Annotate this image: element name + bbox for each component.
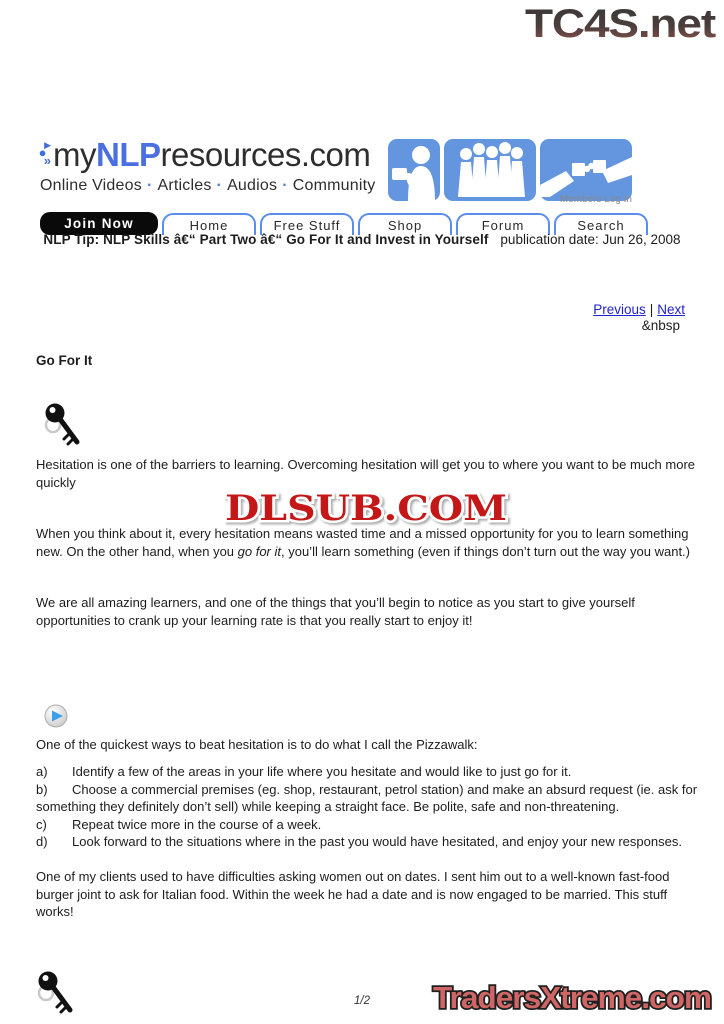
list-text: Look forward to the situations where in the past you would have hesitated, and enjoy your new responses. [72, 834, 682, 849]
previous-link[interactable]: Previous [593, 302, 646, 317]
key-icon [40, 400, 92, 459]
tagline-dot: · [216, 177, 223, 194]
logo-rest: resources.com [160, 136, 371, 173]
tradersxtreme-watermark [428, 976, 716, 1024]
tab-join-now[interactable]: Join Now [40, 212, 158, 235]
pizzawalk-intro: One of the quickest ways to beat hesitation is to do what I call the Pizzawalk: [36, 737, 478, 752]
tab-search[interactable]: Search [554, 213, 648, 235]
tagline-part: Community [292, 177, 376, 194]
tc4s-watermark-text: TC4S.net [525, 2, 716, 46]
logo-text [53, 136, 370, 174]
paragraph-think-about-it [36, 525, 698, 560]
paragraph-text: When you think about it, every hesitation means wasted time and a missed opportunity for you to learn something new. On the other hand, when you [36, 526, 689, 559]
paragraph-client-story: One of my clients used to have difficulties asking women out on dates. I sent him out to a well-known fast-food burger joint to ask for Italian food. Within the week he had a date and is now engaged to be married. This stuff works! [36, 869, 670, 919]
pagination-links [593, 302, 685, 317]
logo-icon: ▶ ● » [38, 140, 51, 168]
site-logo [34, 136, 375, 195]
paragraph-hesitation: Hesitation is one of the barriers to learning. Overcoming hesitation will get you to where you want to be much more quickly [36, 457, 696, 490]
go-for-it-emphasis: go for it [237, 543, 281, 559]
publication-date: publication date: Jun 26, 2008 [500, 232, 681, 247]
page-number: 1/2 [354, 995, 370, 1007]
play-button[interactable] [44, 704, 68, 733]
list-letter: d) [36, 834, 48, 849]
next-link[interactable]: Next [657, 302, 685, 317]
list-item [36, 816, 702, 834]
list-text: Identify a few of the areas in your life where you hesitate and would like to just go for it. [72, 764, 572, 779]
puzzle-hands-image [540, 139, 632, 201]
section-heading: Go For It [36, 353, 93, 368]
paragraph-text: , you’ll learn something (even if things don’t turn out the way you want.) [281, 543, 690, 559]
list-letter: b) [36, 781, 48, 797]
nbsp-text: &nbsp [641, 318, 680, 333]
tagline-dot: · [282, 177, 288, 194]
logo-tagline [40, 177, 375, 195]
links-separator: | [649, 302, 654, 317]
article-title: NLP Tip: NLP Skills â€“ Part Two â€“ Go For It and Invest in Yourself [43, 232, 489, 247]
dlsub-watermark-text: DLSUB.COM [225, 488, 507, 529]
tab-forum[interactable]: Forum [456, 213, 550, 235]
tagline-dot: · [146, 177, 153, 194]
group-people-image [444, 139, 536, 201]
tab-shop[interactable]: Shop [358, 213, 452, 235]
tagline-part: Online Videos [40, 177, 142, 194]
list-text: Choose a commercial premises (eg. shop, restaurant, petrol station) and make an absurd request (ie. ask for something they definitely don’t sell) while keeping a straight face. Be polite, safe and non-threatening. [36, 781, 698, 814]
tab-home[interactable]: Home [162, 213, 256, 235]
members-log-in-link[interactable]: Members Log In [559, 194, 632, 205]
tradersxtreme-watermark-text: TradersXtreme.com [433, 980, 711, 1015]
logo-nlp: NLP [96, 136, 161, 173]
logo-my: my [53, 136, 96, 173]
tagline-part: Articles [157, 177, 212, 194]
tab-free-stuff[interactable]: Free Stuff [260, 213, 354, 235]
list-letter: a) [36, 764, 48, 779]
tc4s-watermark-art [520, 0, 720, 48]
list-item [36, 781, 702, 816]
paragraph-amazing-learners: We are all amazing learners, and one of the things that you’ll begin to notice as you start to give yourself opportunities to crank up your learning rate is that you really start to enjoy it! [36, 595, 635, 628]
list-item [36, 833, 702, 851]
tagline-part: Audios [227, 177, 278, 194]
list-text: Repeat twice more in the course of a week. [72, 816, 322, 832]
list-item [36, 763, 702, 781]
person-camera-image [388, 139, 440, 201]
pizzawalk-list [36, 763, 702, 851]
list-letter: c) [36, 816, 47, 832]
article-title-line [0, 232, 724, 247]
tc4s-watermark [520, 0, 720, 53]
